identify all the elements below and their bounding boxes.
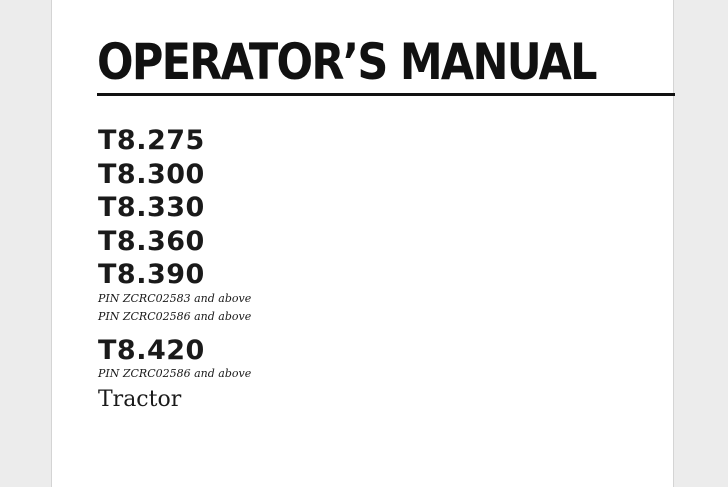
model-list	[98, 124, 598, 415]
model-name: T8.275	[98, 125, 205, 156]
model-name: T8.300	[98, 158, 205, 190]
model-name: T8.330	[98, 192, 205, 223]
pin-range-group	[98, 290, 598, 326]
title-underline	[97, 93, 675, 96]
manual-page	[51, 0, 674, 487]
model-name: T8.420	[98, 334, 205, 366]
pin-range: PIN ZCRC02586 and above	[98, 367, 252, 380]
document-title: OPERATOR’S MANUAL	[97, 33, 596, 91]
pin-range: PIN ZCRC02586 and above	[98, 309, 252, 323]
model-name: T8.360	[98, 225, 205, 257]
product-type: Tractor	[98, 387, 182, 412]
pin-range-group	[98, 365, 598, 383]
model-name: T8.390	[98, 259, 205, 290]
pin-range: PIN ZCRC02583 and above	[98, 291, 252, 305]
